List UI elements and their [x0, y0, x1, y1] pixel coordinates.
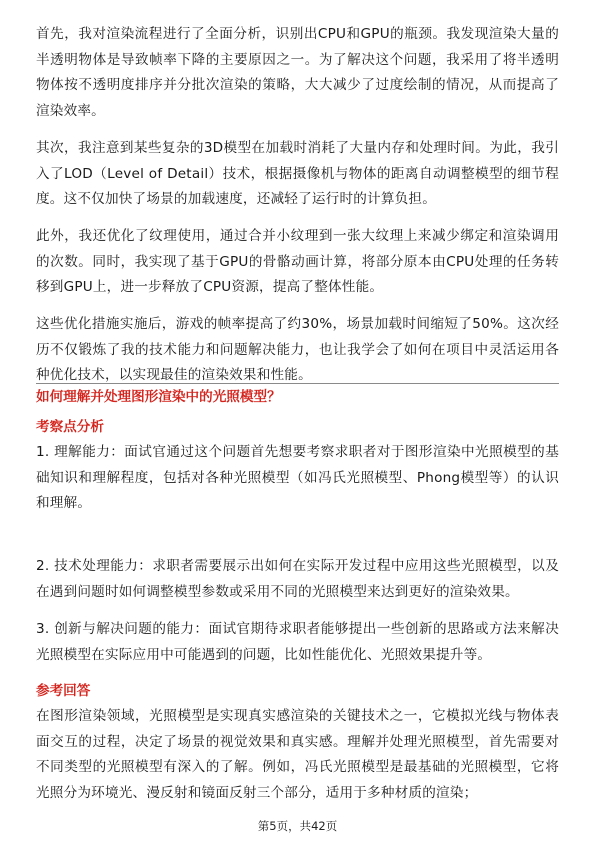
- paragraph-texture-optimization: 此外，我还优化了纹理使用，通过合并小纹理到一张大纹理上来减少绑定和渲染调用的次数。同时，我实现了基于GPU的骨骼动画计算，将部分原本由CPU处理的任务转移到GPU上，进一步释放了CPU资源，提高了整体性能。: [36, 228, 559, 295]
- paragraph-render-analysis: 首先，我对渲染流程进行了全面分析，识别出CPU和GPU的瓶颈。我发现渲染大量的半透明物体是导致帧率下降的主要原因之一。为了解决这个问题，我采用了将半透明物体按不透明度排序并分批次渲染的策略，大大减少了过度绘制的情况，从而提高了渲染效率。: [36, 26, 559, 119]
- analysis-point-3: 3. 创新与解决问题的能力：面试官期待求职者能够提出一些创新的思路或方法来解决光照模型在实际应用中可能遇到的问题，比如性能优化、光照效果提升等。: [36, 621, 559, 663]
- analysis-point-1: 1. 理解能力：面试官通过这个问题首先想要考察求职者对于图形渲染中光照模型的基础知识和理解程度，包括对各种光照模型（如冯氏光照模型、Phong模型等）的认识和理解。: [36, 444, 559, 511]
- answer-heading: 参考回答: [36, 683, 91, 699]
- question-title: 如何理解并处理图形渲染中的光照模型？: [36, 389, 281, 405]
- paragraph-results: 这些优化措施实施后，游戏的帧率提高了约30%，场景加载时间缩短了50%。这次经历不仅锻炼了我的技术能力和问题解决能力，也让我学会了如何在项目中灵活运用各种优化技术，以实现最佳的渲染效果和性能。: [36, 316, 559, 383]
- analysis-heading: 考察点分析: [36, 419, 104, 435]
- answer-paragraph: 在图形渲染领域，光照模型是实现真实感渲染的关键技术之一，它模拟光线与物体表面交互的过程，决定了场景的视觉效果和真实感。理解并处理光照模型，首先需要对不同类型的光照模型有深入的了解。例如，冯氏光照模型是最基础的光照模型，它将光照分为环境光、漫反射和镜面反射三个部分，适用于多种材质的渲染；: [36, 708, 559, 801]
- paragraph-lod: 其次，我注意到某些复杂的3D模型在加载时消耗了大量内存和处理时间。为此，我引入了LOD（Level of Detail）技术，根据摄像机与物体的距离自动调整模型的细节程度。这不仅加快了场景的加载速度，还减轻了运行时的计算负担。: [36, 140, 559, 207]
- page-number: 第5页，共42页: [257, 819, 338, 833]
- section-divider: [36, 383, 559, 384]
- analysis-point-2: 2. 技术处理能力：求职者需要展示出如何在实际开发过程中应用这些光照模型，以及在遇到问题时如何调整模型参数或采用不同的光照模型来达到更好的渲染效果。: [36, 558, 559, 600]
